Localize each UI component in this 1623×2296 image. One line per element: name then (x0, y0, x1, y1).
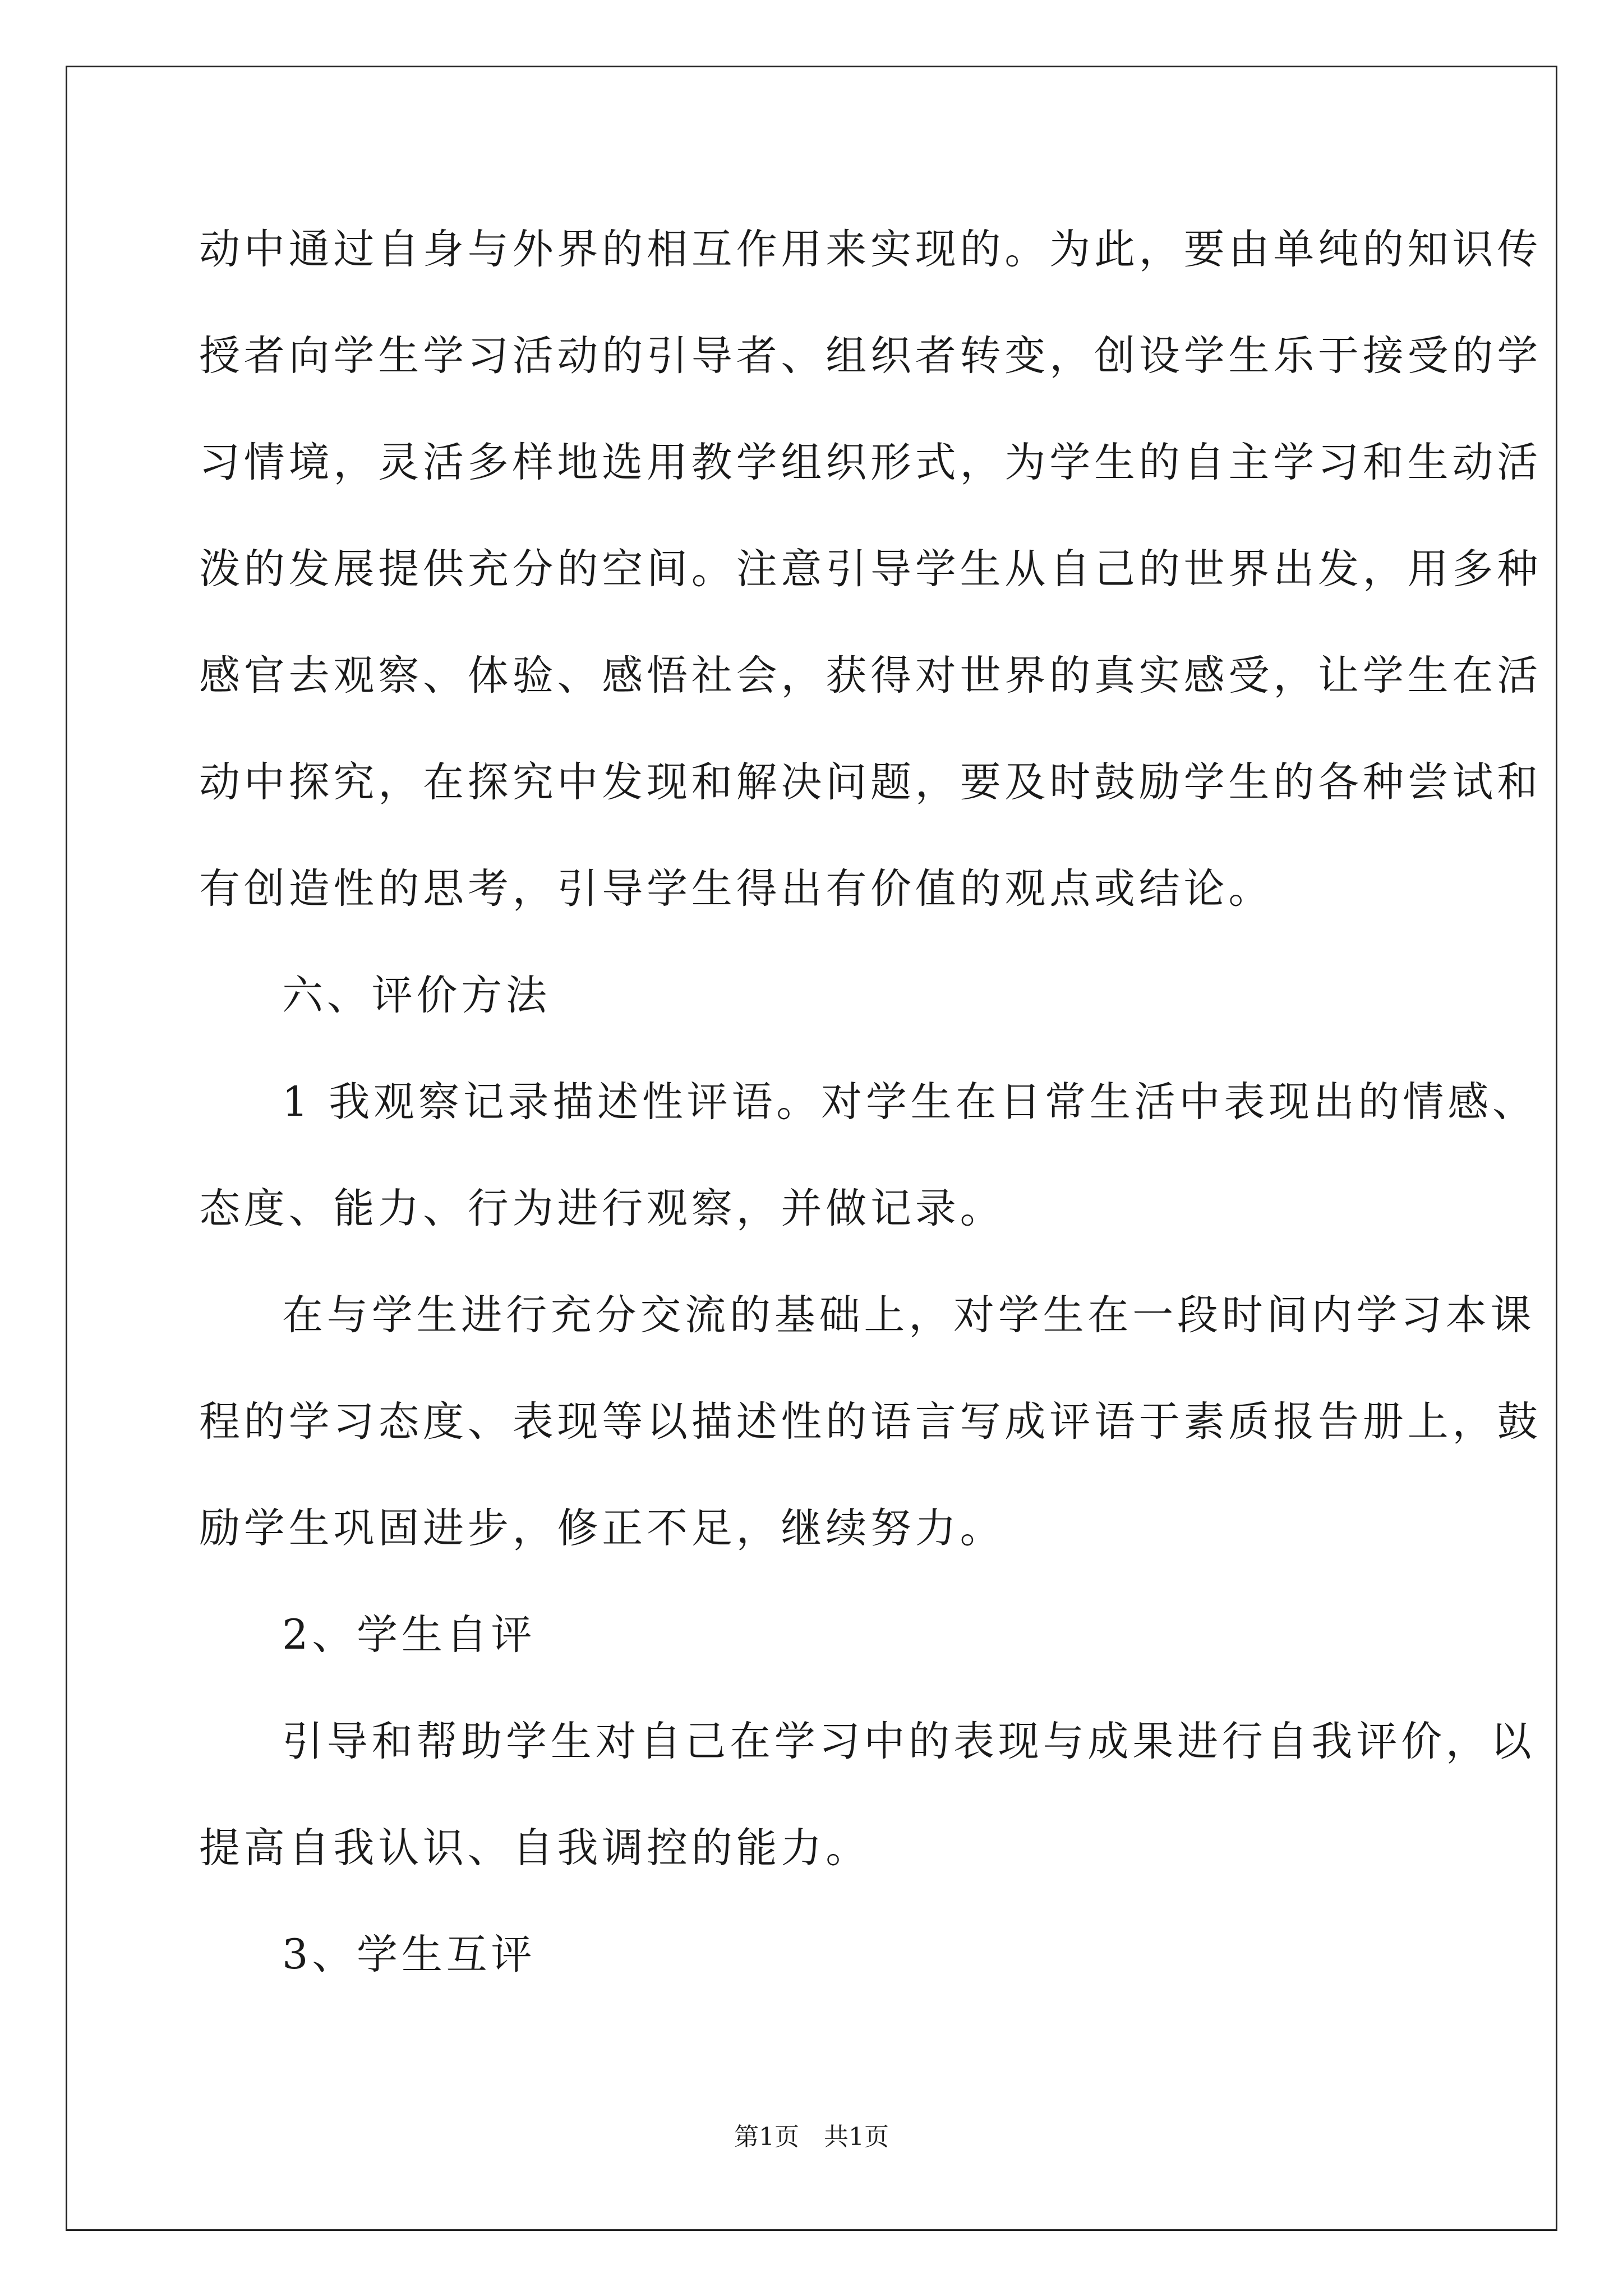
text-line: 引导和帮助学生对自己在学习中的表现与成果进行自我评价，以 (282, 1718, 1536, 1765)
text-line: 动中探究，在探究中发现和解决问题，要及时鼓励学生的各种尝试和 (199, 758, 1542, 806)
text-line: 1 我观察记录描述性评语。对学生在日常生活中表现出的情感、 (282, 1078, 1537, 1126)
text-line: 有创造性的思考，引导学生得出有价值的观点或结论。 (199, 865, 1274, 913)
text-line: 感官去观察、体验、感悟社会，获得对世界的真实感受，让学生在活 (199, 652, 1542, 700)
text-line: 励学生巩固进步，修正不足，继续努力。 (199, 1504, 1005, 1552)
text-line: 提高自我认识、自我调控的能力。 (199, 1824, 870, 1872)
page-number-footer: 第1页 共1页 (734, 2123, 889, 2151)
text-line: 程的学习态度、表现等以描述性的语言写成评语于素质报告册上，鼓 (199, 1398, 1542, 1446)
text-line: 态度、能力、行为进行观察，并做记录。 (199, 1185, 1005, 1232)
section-heading-peer-evaluation: 3、学生互评 (282, 1931, 536, 1978)
section-heading-self-evaluation: 2、学生自评 (282, 1611, 536, 1659)
text-line: 在与学生进行充分交流的基础上，对学生在一段时间内学习本课 (282, 1291, 1536, 1339)
text-line: 动中通过自身与外界的相互作用来实现的。为此，要由单纯的知识传 (199, 226, 1542, 273)
section-heading-evaluation: 六、评价方法 (282, 972, 551, 1019)
document-body (199, 196, 1542, 2008)
text-line: 习情境，灵活多样地选用教学组织形式，为学生的自主学习和生动活 (199, 439, 1542, 486)
text-line: 泼的发展提供充分的空间。注意引导学生从自己的世界出发，用多种 (199, 545, 1542, 593)
text-line: 授者向学生学习活动的引导者、组织者转变，创设学生乐于接受的学 (199, 332, 1542, 380)
